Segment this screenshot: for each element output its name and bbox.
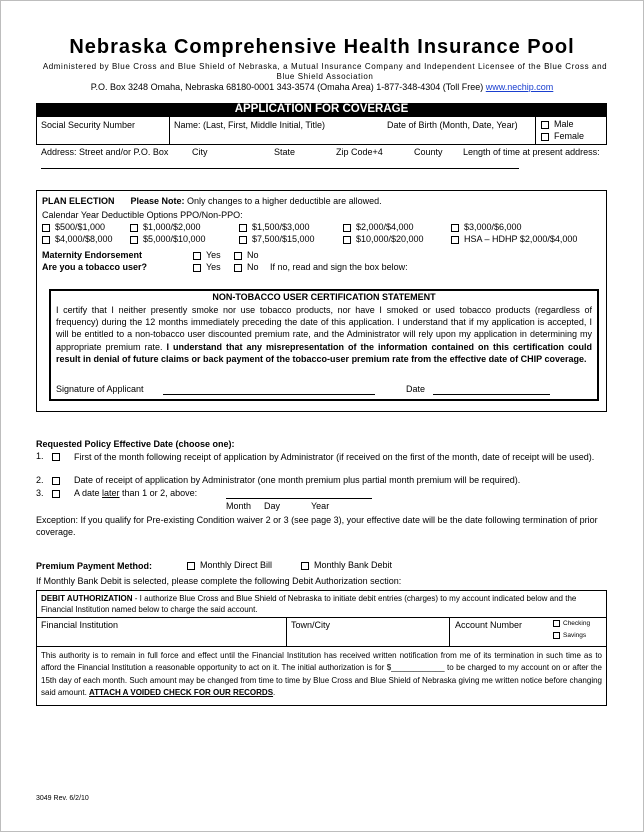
signature-line[interactable] [163, 394, 375, 395]
deductible-checkbox[interactable] [130, 236, 138, 244]
day-label: Day [264, 501, 281, 511]
deductible-option[interactable] [130, 222, 201, 232]
signature-date-label: Date [406, 384, 426, 394]
deductible-checkbox[interactable] [343, 224, 351, 232]
female-option[interactable] [541, 131, 584, 141]
exception-text: Exception: If you qualify for Pre-existing Condition waiver 2 or 3 (see page 3), your effective date will be the date following termination of prior coverage. [36, 515, 598, 537]
effective-date-heading: Requested Policy Effective Date (choose one): [36, 439, 235, 449]
certification-text [56, 304, 592, 365]
option-3-text-a: A date [74, 488, 103, 498]
deductible-label: $500/$1,000 [55, 222, 106, 232]
option-3-text [74, 488, 197, 498]
name-label: Name: (Last, First, Middle Initial, Title) [174, 120, 326, 130]
debit-heading: DEBIT AUTHORIZATION [41, 594, 133, 603]
attach-check-notice: ATTACH A VOIDED CHECK FOR OUR RECORDS [89, 687, 274, 697]
certification-heading: NON-TOBACCO USER CERTIFICATION STATEMENT [212, 292, 436, 302]
zip-label: Zip Code+4 [336, 147, 383, 157]
male-label: Male [554, 119, 574, 129]
application-banner: APPLICATION FOR COVERAGE [36, 103, 607, 116]
deductible-label: HSA – HDHP $2,000/$4,000 [464, 234, 578, 244]
maternity-yes-checkbox[interactable] [193, 252, 201, 260]
direct-bill-label: Monthly Direct Bill [200, 560, 273, 570]
deductible-checkbox[interactable] [343, 236, 351, 244]
certification-bold-text: I understand that any misrepresentation of the information contained on this certification could result in denial of future claims or back payment of the tobacco-user premium rate from the effective date of CHIP coverage. [56, 341, 592, 364]
administrator-statement: Administered by Blue Cross and Blue Shield of Nebraska, a Mutual Insurance Company and Independent Licensee of the Blue Cross and Blue Shield Association [42, 62, 608, 81]
deductible-checkbox[interactable] [239, 224, 247, 232]
no-label: No [247, 250, 259, 260]
signature-label: Signature of Applicant [56, 384, 144, 394]
divider [535, 116, 536, 145]
savings-option[interactable] [553, 632, 586, 639]
option-1-checkbox[interactable] [52, 453, 60, 461]
contact-address [0, 82, 644, 92]
certification-plain-text: I certify that I neither presently smoke nor use tobacco products, nor have I smoked or used tobacco products (regardless of frequency) during the 12 months immediately preceding the date of this application. I understand that if my application is accepted, I will be entitled to a non-tobacco user discounted premium rate, and the Administrator will rely upon my application in determining my appropriate premium rate. [56, 305, 592, 352]
plan-note [42, 196, 382, 206]
deductible-label: $2,000/$4,000 [356, 222, 414, 232]
month-label: Month [226, 501, 252, 511]
deductible-checkbox[interactable] [42, 224, 50, 232]
note-label: Please Note: [130, 196, 185, 206]
divider [449, 617, 450, 646]
requested-date-line[interactable] [226, 498, 372, 499]
note-text: Only changes to a higher deductible are allowed. [184, 196, 382, 206]
direct-bill-option[interactable] [187, 560, 272, 570]
divider [169, 116, 170, 145]
option-2-text: Date of receipt of application by Administrator (one month premium plus partial month premium will be required). [74, 475, 521, 485]
maternity-no-checkbox[interactable] [234, 252, 242, 260]
direct-bill-checkbox[interactable] [187, 562, 195, 570]
institution-label: Financial Institution [41, 620, 119, 630]
year-label: Year [311, 501, 330, 511]
deductible-option[interactable] [42, 222, 105, 232]
savings-checkbox[interactable] [553, 632, 560, 639]
no-label: No [247, 262, 259, 272]
deductible-option[interactable] [343, 234, 424, 244]
savings-label: Savings [563, 632, 587, 640]
plan-heading: PLAN ELECTION [42, 196, 115, 206]
yes-label: Yes [206, 250, 221, 260]
divider [36, 646, 607, 647]
form-title: Nebraska Comprehensive Health Insurance Pool [69, 36, 575, 58]
deductible-label: $7,500/$15,000 [252, 234, 315, 244]
form-revision: 3049 Rev. 6/2/10 [36, 795, 89, 802]
deductible-checkbox[interactable] [42, 236, 50, 244]
address-line[interactable] [41, 168, 519, 169]
tobacco-yes-checkbox[interactable] [193, 264, 201, 272]
deductible-option[interactable] [239, 234, 315, 244]
bank-debit-label: Monthly Bank Debit [314, 560, 393, 570]
deductible-option[interactable] [343, 222, 414, 232]
option-3-later: later [102, 488, 120, 498]
option-3-number: 3. [36, 488, 44, 498]
checking-option[interactable] [553, 620, 590, 627]
deductible-label: $4,000/$8,000 [55, 234, 113, 244]
deductible-label: $1,500/$3,000 [252, 222, 310, 232]
tobacco-no-checkbox[interactable] [234, 264, 242, 272]
deductible-checkbox[interactable] [239, 236, 247, 244]
divider [36, 617, 607, 618]
deductible-label: $1,000/$2,000 [143, 222, 201, 232]
maternity-label: Maternity Endorsement [42, 250, 143, 260]
option-1-text: First of the month following receipt of application by Administrator (if received on the first of the month, date of receipt will be used). [74, 452, 595, 462]
debit-terms: This authority is to remain in full force and effect until the Financial Institution has received written notification from me of its termination in such time as to afford the Financial Institution a reasonable opportunity to act on it. The initial authorization is for $____________ to be charged to my account on or after the 15th day of each month. Such amount may be changed from time to time by Blue Cross and Blue Shield of Nebraska giving me written notice before changing said amount. ATTACH A VOIDED CHECK FOR OUR RECORDS. [41, 651, 602, 697]
tobacco-label: Are you a tobacco user? [42, 262, 148, 272]
tobacco-note: If no, read and sign the box below: [270, 262, 408, 272]
state-label: State [274, 147, 296, 157]
deductible-option[interactable] [451, 222, 522, 232]
debit-text: - I authorize Blue Cross and Blue Shield of Nebraska to initiate debit entries (charges) to my account indicated below and the Financial Institution named below to charge the said account. [41, 594, 577, 614]
option-2-number: 2. [36, 475, 44, 485]
deductible-label: $3,000/$6,000 [464, 222, 522, 232]
option-3-checkbox[interactable] [52, 490, 60, 498]
ssn-label: Social Security Number [41, 120, 136, 130]
signature-date-line[interactable] [433, 394, 550, 395]
option-3-text-b: than 1 or 2, above: [119, 488, 198, 498]
deductible-checkbox[interactable] [451, 236, 459, 244]
debit-authorization-text [41, 593, 601, 615]
county-label: County [414, 147, 443, 157]
option-1-number: 1. [36, 451, 44, 461]
tobacco-yes[interactable] [193, 262, 221, 272]
payment-method-label: Premium Payment Method: [36, 561, 153, 571]
deductible-label: $10,000/$20,000 [356, 234, 424, 244]
town-city-label: Town/City [291, 620, 331, 630]
city-label: City [192, 147, 208, 157]
address-label: Address: Street and/or P.O. Box [41, 147, 169, 157]
address-text: P.O. Box 3248 Omaha, Nebraska 68180-0001 343-3574 (Omaha Area) 1-877-348-4304 (Toll Free) [90, 82, 486, 92]
divider [286, 617, 287, 646]
female-checkbox[interactable] [541, 133, 549, 141]
deductible-label: $5,000/$10,000 [143, 234, 206, 244]
deductible-checkbox[interactable] [130, 224, 138, 232]
male-checkbox[interactable] [541, 121, 549, 129]
option-2-checkbox[interactable] [52, 477, 60, 485]
dob-label: Date of Birth (Month, Date, Year) [387, 120, 518, 130]
bank-debit-instruction: If Monthly Bank Debit is selected, please complete the following Debit Authorization section: [36, 576, 402, 586]
account-number-label: Account Number [455, 620, 523, 630]
deductible-option[interactable] [239, 222, 310, 232]
maternity-no[interactable] [234, 250, 259, 260]
deductible-option[interactable] [42, 234, 113, 244]
debit-terms-text: This authority is to remain in full force and effect until the Financial Institution has received written notification from me of its termination in such time as to afford the Financial Institution a reasonable opportunity to act on it. The initial authorization is for $____________ to be charged to my account on or after the 15th day of each month. Such amount may be changed from time to time by Blue Cross and Blue Shield of Nebraska giving me written notice before changing said amount. [41, 651, 602, 697]
website-link[interactable]: www.nechip.com [485, 82, 554, 92]
male-option[interactable] [541, 119, 574, 129]
length-at-address-label: Length of time at present address: [463, 147, 600, 157]
tobacco-no[interactable] [234, 262, 259, 272]
deductible-checkbox[interactable] [451, 224, 459, 232]
bank-debit-checkbox[interactable] [301, 562, 309, 570]
female-label: Female [554, 131, 585, 141]
deductible-option[interactable] [451, 234, 577, 244]
deductible-options-label: Calendar Year Deductible Options PPO/Non-PPO: [42, 210, 243, 220]
maternity-yes[interactable] [193, 250, 221, 260]
deductible-option[interactable] [130, 234, 206, 244]
checking-label: Checking [563, 620, 591, 628]
bank-debit-option[interactable] [301, 560, 392, 570]
yes-label: Yes [206, 262, 221, 272]
checking-checkbox[interactable] [553, 620, 560, 627]
